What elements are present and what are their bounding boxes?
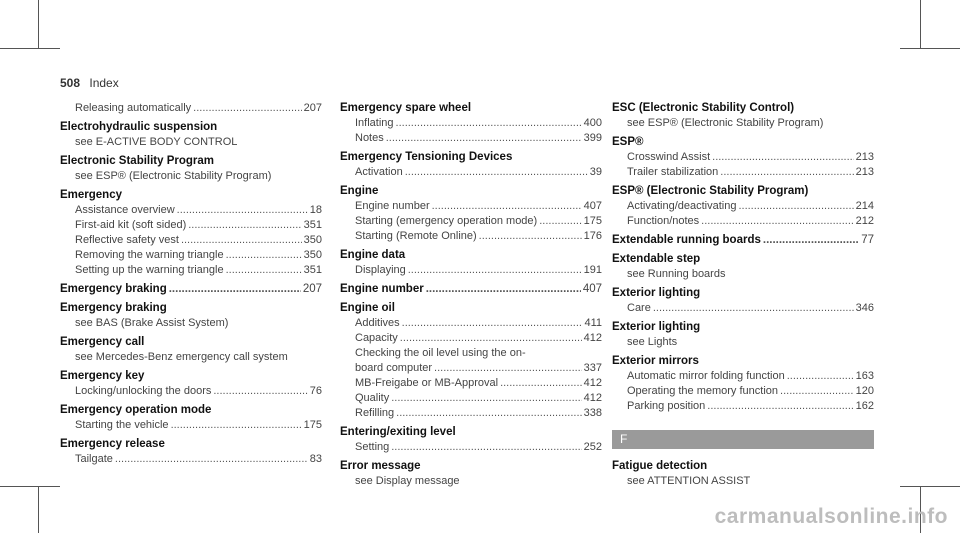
page-ref: 350 (303, 234, 322, 246)
index-entry (60, 369, 322, 399)
entry-text: Checking the oil level using the on- (355, 347, 526, 359)
index-entry (60, 437, 322, 467)
index-subentry[interactable] (60, 418, 322, 433)
leader-dots (402, 316, 583, 331)
entry-text: Trailer stabilization (627, 166, 719, 178)
index-entry (612, 252, 874, 282)
leader-dots (396, 116, 582, 131)
leader-dots (720, 165, 853, 180)
leader-dots (432, 199, 582, 214)
index-term: Engine oil (340, 302, 395, 314)
page-ref: 214 (855, 200, 874, 212)
index-term-line[interactable] (340, 282, 602, 297)
index-term: Fatigue detection (612, 460, 708, 472)
page-ref: 407 (582, 283, 602, 295)
entry-text: see Display message (355, 475, 460, 487)
page-ref: 407 (583, 200, 602, 212)
index-subentry[interactable] (612, 214, 874, 229)
index-entry (340, 184, 602, 244)
entry-text: Refilling (355, 407, 395, 419)
index-entry (612, 233, 874, 248)
index-subentry[interactable] (340, 229, 602, 244)
index-entry (612, 101, 874, 131)
index-entry (60, 101, 322, 116)
index-entry (612, 135, 874, 180)
page-ref: 351 (303, 219, 322, 231)
watermark: carmanualsonline.info (714, 505, 948, 528)
entry-text: see ESP® (Electronic Stability Program) (75, 170, 272, 182)
leader-dots (391, 440, 581, 455)
crop-mark (38, 0, 39, 48)
index-entry (612, 354, 874, 414)
entry-text: see E-ACTIVE BODY CONTROL (75, 136, 238, 148)
page-ref: 351 (303, 264, 322, 276)
index-subentry[interactable] (340, 316, 602, 331)
index-subentry[interactable] (340, 376, 602, 391)
index-entry (612, 184, 874, 229)
entry-text: see ESP® (Electronic Stability Program) (627, 117, 824, 129)
index-entry (340, 301, 602, 421)
index-subentry[interactable] (340, 440, 602, 455)
index-entry (60, 335, 322, 365)
index-term: Emergency release (60, 438, 165, 450)
entry-text: see Lights (627, 336, 678, 348)
leader-dots (500, 376, 582, 391)
index-subentry[interactable] (60, 248, 322, 263)
leader-dots (188, 218, 301, 233)
entry-text: Locking/unlocking the doors (75, 385, 212, 397)
leader-dots (391, 391, 581, 406)
index-subentry[interactable] (340, 165, 602, 180)
index-term: Emergency braking (60, 302, 167, 314)
index-term: Emergency call (60, 336, 145, 348)
page-ref: 350 (303, 249, 322, 261)
index-entry (340, 101, 602, 146)
leader-dots (193, 101, 301, 116)
index-entry (60, 154, 322, 184)
crop-mark (920, 0, 921, 48)
leader-dots (787, 369, 854, 384)
entry-text: Engine number (340, 283, 424, 295)
page-ref: 39 (589, 166, 602, 178)
index-term: Exterior lighting (612, 321, 701, 333)
entry-text: Starting (emergency operation mode) (355, 215, 538, 227)
page-number: 508 (60, 76, 81, 90)
index-term: Electronic Stability Program (60, 155, 215, 167)
page-ref: 337 (583, 362, 602, 374)
index-entry (60, 120, 322, 150)
index-term: Extendable step (612, 253, 701, 265)
index-subentry[interactable] (340, 214, 602, 229)
index-subentry[interactable] (340, 361, 602, 376)
entry-text: Tailgate (75, 453, 113, 465)
index-term-line[interactable] (612, 233, 874, 248)
page-ref: 207 (302, 283, 322, 295)
entry-text: Capacity (355, 332, 398, 344)
index-term: Emergency Tensioning Devices (340, 151, 513, 163)
index-subentry[interactable] (612, 384, 874, 399)
index-subentry[interactable] (340, 474, 602, 489)
entry-text: Activation (355, 166, 403, 178)
entry-text: Automatic mirror folding function (627, 370, 785, 382)
index-subentry[interactable] (612, 474, 874, 489)
index-entry (60, 282, 322, 297)
index-term: ESP® (612, 136, 644, 148)
entry-text: Notes (355, 132, 384, 144)
index-term: Emergency (60, 189, 123, 201)
leader-dots (177, 203, 308, 218)
index-term: Emergency key (60, 370, 145, 382)
index-entry (612, 286, 874, 316)
index-subentry[interactable] (612, 165, 874, 180)
entry-text: board computer (355, 362, 433, 374)
index-entry (612, 459, 874, 489)
index-subentry[interactable] (60, 316, 322, 331)
entry-text: Operating the memory function (627, 385, 779, 397)
index-subentry[interactable] (340, 263, 602, 278)
entry-text: Function/notes (627, 215, 700, 227)
page-ref: 18 (309, 204, 322, 216)
page-ref: 412 (583, 392, 602, 404)
leader-dots (171, 418, 302, 433)
crop-mark (0, 48, 60, 49)
index-subentry[interactable] (60, 233, 322, 248)
index-entry (340, 425, 602, 455)
entry-text: see BAS (Brake Assist System) (75, 317, 229, 329)
entry-text: Starting (Remote Online) (355, 230, 477, 242)
index-term: Electrohydraulic suspension (60, 121, 218, 133)
leader-dots (434, 361, 582, 376)
index-subentry[interactable] (60, 263, 322, 278)
entry-text: Starting the vehicle (75, 419, 169, 431)
page-ref: 76 (309, 385, 322, 397)
index-subentry[interactable] (340, 131, 602, 146)
leader-dots (763, 233, 859, 248)
entry-text: Parking position (627, 400, 706, 412)
leader-dots (539, 214, 581, 229)
leader-dots (181, 233, 302, 248)
index-subentry[interactable] (340, 116, 602, 131)
index-entry (340, 459, 602, 489)
index-subentry[interactable] (340, 199, 602, 214)
index-term: Error message (340, 460, 421, 472)
crop-mark (900, 486, 960, 487)
index-term-line[interactable] (60, 282, 322, 297)
index-subentry[interactable] (60, 135, 322, 150)
page-ref: 176 (583, 230, 602, 242)
index-entry (340, 282, 602, 297)
section-letter-bar: F (612, 430, 874, 449)
entry-text: Assistance overview (75, 204, 175, 216)
index-subentry[interactable] (612, 199, 874, 214)
page-ref: 83 (309, 453, 322, 465)
page-ref: 412 (583, 377, 602, 389)
index-term: Emergency spare wheel (340, 102, 472, 114)
leader-dots (426, 282, 581, 297)
page-ref: 412 (583, 332, 602, 344)
page-ref: 346 (855, 302, 874, 314)
entry-text: Removing the warning triangle (75, 249, 224, 261)
index-entry (612, 320, 874, 350)
index-subentry[interactable] (340, 346, 602, 361)
leader-dots (653, 301, 854, 316)
leader-dots (169, 282, 301, 297)
index-term: ESC (Electronic Stability Control) (612, 102, 795, 114)
page-ref: 120 (855, 385, 874, 397)
page-header (60, 76, 119, 90)
index-subentry[interactable] (60, 203, 322, 218)
leader-dots (738, 199, 853, 214)
index-subentry[interactable] (612, 301, 874, 316)
index-term: Exterior mirrors (612, 355, 699, 367)
crop-mark (38, 486, 39, 533)
entry-text: see Running boards (627, 268, 726, 280)
index-column-2 (340, 101, 602, 493)
leader-dots (701, 214, 853, 229)
index-subentry[interactable] (340, 391, 602, 406)
index-term: Engine (340, 185, 379, 197)
index-entry (60, 188, 322, 278)
index-subentry[interactable] (60, 169, 322, 184)
index-entry (340, 248, 602, 278)
entry-text: Care (627, 302, 651, 314)
entry-text: Reflective safety vest (75, 234, 179, 246)
entry-text: Emergency braking (60, 283, 167, 295)
index-term: ESP® (Electronic Stability Program) (612, 185, 809, 197)
index-column-3 (612, 101, 874, 493)
index-subentry[interactable] (340, 406, 602, 421)
page-ref: 175 (583, 215, 602, 227)
index-entry (340, 150, 602, 180)
page-ref: 411 (584, 317, 602, 329)
entry-text: Setting up the warning triangle (75, 264, 224, 276)
index-subentry[interactable] (612, 335, 874, 350)
index-subentry[interactable] (60, 452, 322, 467)
index-subentry[interactable] (60, 218, 322, 233)
leader-dots (226, 263, 302, 278)
index-subentry[interactable] (612, 150, 874, 165)
entry-text: Activating/deactivating (627, 200, 737, 212)
leader-dots (405, 165, 588, 180)
leader-dots (780, 384, 854, 399)
leader-dots (226, 248, 302, 263)
leader-dots (213, 384, 307, 399)
index-term: Exterior lighting (612, 287, 701, 299)
index-term: Emergency operation mode (60, 404, 212, 416)
index-subentry[interactable] (60, 384, 322, 399)
entry-text: Displaying (355, 264, 406, 276)
entry-text: Inflating (355, 117, 394, 129)
entry-text: Releasing automatically (75, 102, 192, 114)
entry-text: Quality (355, 392, 390, 404)
page-ref: 338 (583, 407, 602, 419)
page-ref: 77 (861, 234, 874, 246)
index-entry (60, 301, 322, 331)
leader-dots (707, 399, 853, 414)
page-ref: 212 (855, 215, 874, 227)
page-ref: 191 (583, 264, 602, 276)
page-ref: 162 (855, 400, 874, 412)
leader-dots (479, 229, 582, 244)
index-subentry[interactable] (60, 101, 322, 116)
leader-dots (396, 406, 582, 421)
leader-dots (408, 263, 582, 278)
entry-text: Crosswind Assist (627, 151, 711, 163)
entry-text: First-aid kit (soft sided) (75, 219, 187, 231)
crop-mark (0, 486, 60, 487)
index-subentry[interactable] (612, 369, 874, 384)
page-ref: 252 (583, 441, 602, 453)
leader-dots (712, 150, 854, 165)
index-column-1 (60, 101, 322, 471)
page-ref: 175 (303, 419, 322, 431)
index-subentry[interactable] (612, 267, 874, 282)
page-ref: 213 (855, 151, 874, 163)
entry-text: Engine number (355, 200, 430, 212)
entry-text: Setting (355, 441, 390, 453)
leader-dots (400, 331, 582, 346)
index-subentry[interactable] (60, 350, 322, 365)
crop-mark (900, 48, 960, 49)
page-ref: 399 (583, 132, 602, 144)
index-subentry[interactable] (612, 116, 874, 131)
index-entry (60, 403, 322, 433)
index-subentry[interactable] (340, 331, 602, 346)
page-ref: 207 (303, 102, 322, 114)
entry-text: MB-Freigabe or MB-Approval (355, 377, 499, 389)
entry-text: see ATTENTION ASSIST (627, 475, 751, 487)
leader-dots (115, 452, 308, 467)
page-ref: 213 (855, 166, 874, 178)
entry-text: Extendable running boards (612, 234, 761, 246)
entry-text: Additives (355, 317, 400, 329)
entry-text: see Mercedes-Benz emergency call system (75, 351, 288, 363)
index-term: Entering/exiting level (340, 426, 456, 438)
section-title: Index (89, 76, 119, 90)
leader-dots (386, 131, 582, 146)
index-term: Engine data (340, 249, 406, 261)
index-subentry[interactable] (612, 399, 874, 414)
page-ref: 163 (855, 370, 874, 382)
page-ref: 400 (583, 117, 602, 129)
